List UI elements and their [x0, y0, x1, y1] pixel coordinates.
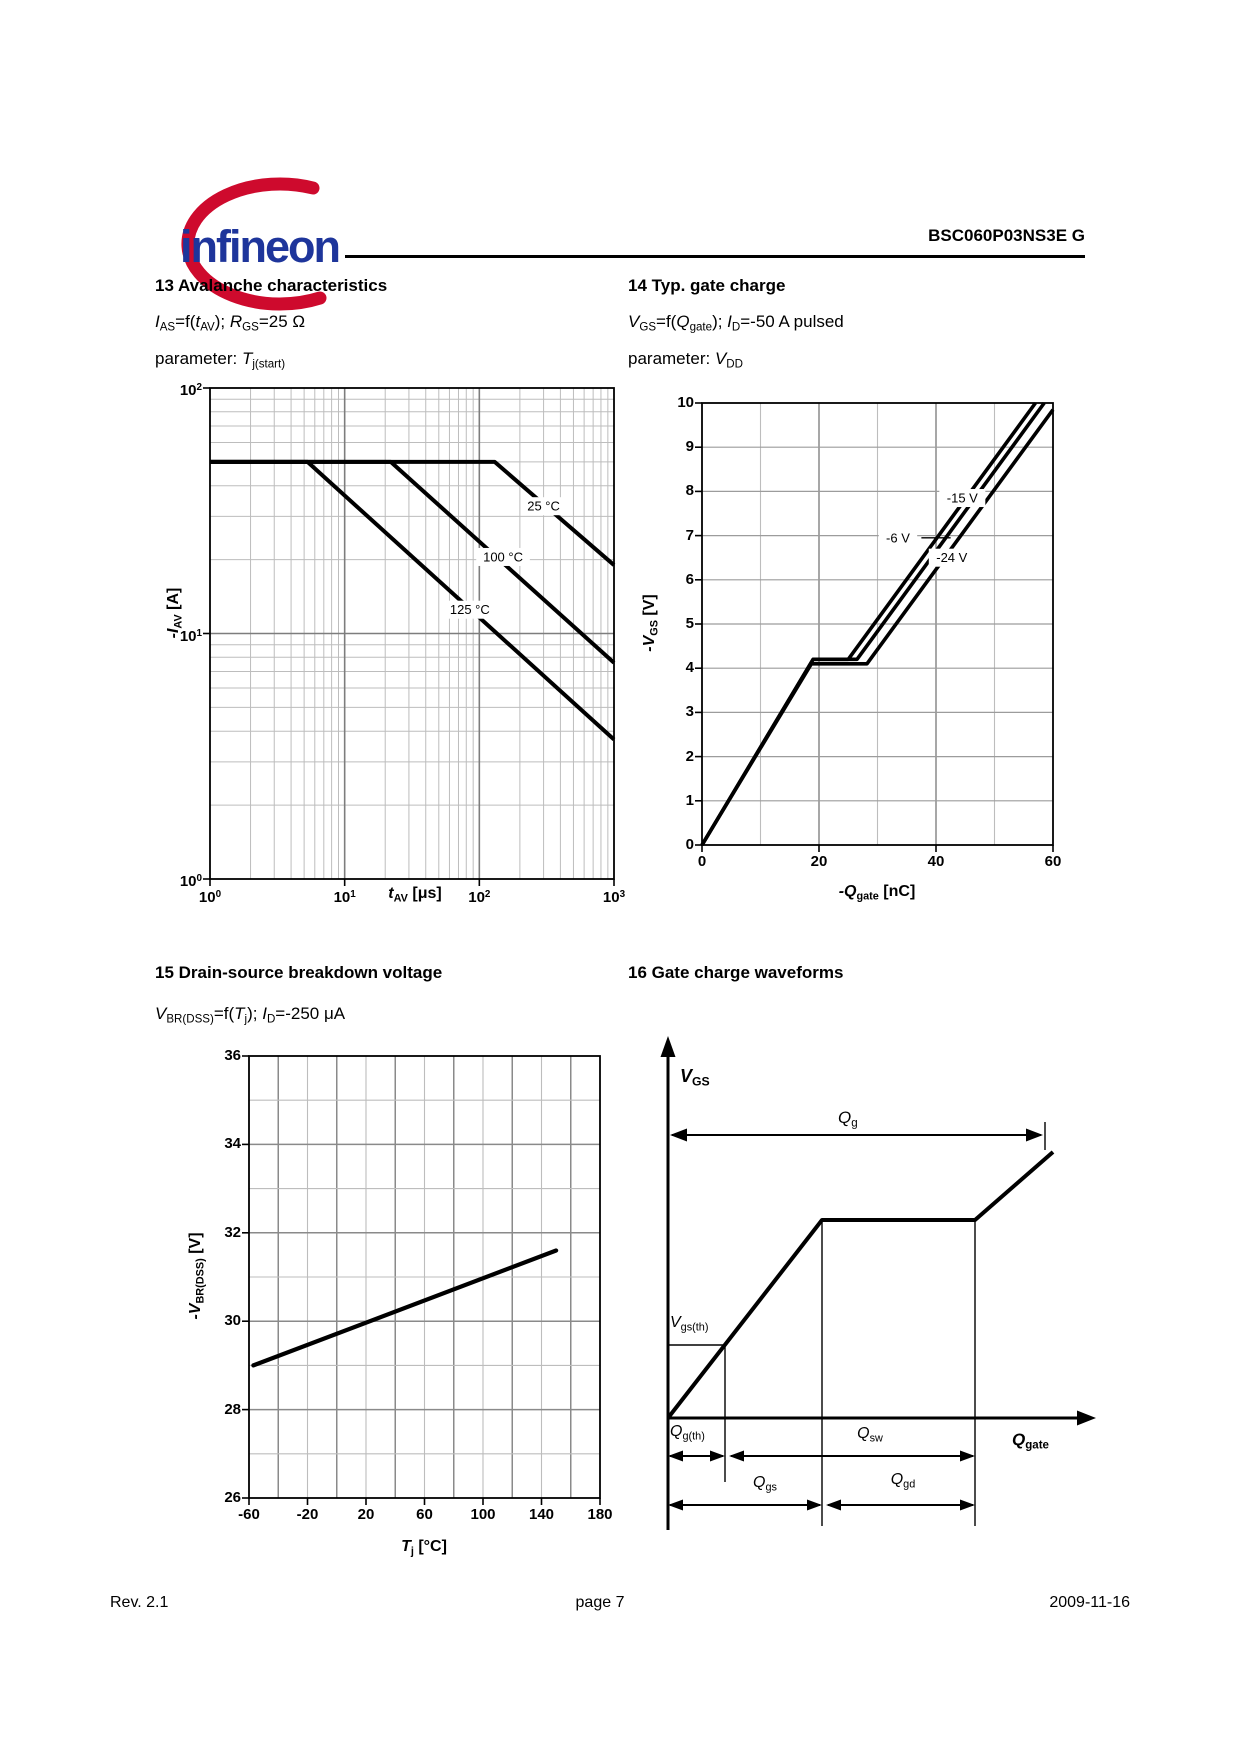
logo-text: infineon	[180, 221, 339, 272]
breakdown-voltage-chart	[160, 1040, 625, 1590]
formula-segment: GS	[242, 321, 259, 334]
tick-label: 4	[685, 659, 694, 677]
tick-label: -20	[296, 1506, 319, 1523]
formula-segment: g	[851, 1117, 858, 1130]
tick-label: 40	[927, 853, 945, 870]
section-16-heading: 16 Gate charge waveforms	[628, 963, 844, 982]
formula-segment: V	[714, 349, 727, 368]
gate-charge-chart-plot	[630, 383, 1100, 928]
section-14-parameter	[628, 349, 743, 370]
formula-segment: gs	[765, 1481, 777, 1494]
formula-segment: BR(DSS)	[166, 1013, 214, 1026]
formula-segment: [V]	[187, 1232, 204, 1259]
formula-segment: gate	[1025, 1439, 1049, 1452]
formula-segment: T	[241, 349, 253, 368]
formula-segment: Q	[676, 312, 690, 331]
formula-segment: parameter:	[155, 349, 242, 368]
diagram-qg-label	[838, 1108, 858, 1129]
arrow-head-icon	[960, 1500, 975, 1511]
avalanche-y-axis-label	[165, 533, 185, 693]
formula-segment: D	[266, 1013, 276, 1026]
formula-segment: Q	[670, 1423, 683, 1440]
gate-charge-waveform-curve	[668, 1152, 1053, 1418]
tick-label: 32	[224, 1223, 241, 1241]
diagram-qgate-label	[1012, 1430, 1049, 1451]
formula-segment: I	[262, 1004, 267, 1023]
formula-segment: I	[727, 312, 732, 331]
tick-label: $10^2$	[468, 888, 491, 906]
formula-segment: AV	[200, 321, 215, 334]
tick-label: 0	[697, 853, 707, 870]
formula-segment: R	[229, 312, 243, 331]
formula-segment: gate	[856, 890, 879, 903]
formula-segment: );	[712, 312, 728, 331]
arrow-head-icon	[670, 1129, 687, 1142]
formula-segment: AV	[393, 892, 408, 905]
tick-label: 20	[357, 1506, 375, 1523]
tick-label: $10^1$	[179, 627, 202, 645]
formula-segment: V	[155, 1004, 167, 1023]
formula-segment: );	[247, 1004, 263, 1023]
tick-label: 60	[1044, 853, 1062, 870]
formula-segment: gd	[903, 1478, 916, 1491]
vgs-axis-arrow-icon	[661, 1036, 676, 1057]
curve-label: 25 °C	[527, 498, 560, 514]
section-13-heading: 13 Avalanche characteristics	[155, 276, 388, 295]
formula-segment: Q	[753, 1474, 766, 1491]
arrow-head-icon	[807, 1500, 822, 1511]
tick-label: 60	[416, 1506, 433, 1523]
footer-page-number: page 7	[575, 1594, 625, 1611]
tick-label: 26	[224, 1489, 241, 1506]
footer-revision: Rev. 2.1	[110, 1594, 169, 1611]
formula-segment: I	[155, 312, 160, 331]
formula-segment: Q	[890, 1471, 904, 1488]
formula-segment: [V]	[641, 594, 658, 621]
section-13-condition	[155, 312, 305, 333]
section-15-heading: 15 Drain-source breakdown voltage	[155, 963, 443, 982]
formula-segment: Q	[857, 1425, 870, 1442]
tick-label: 10	[677, 394, 694, 411]
tick-label: $10^3$	[602, 888, 626, 906]
formula-segment: GS	[639, 321, 657, 334]
curve-label: -15 V	[946, 490, 978, 506]
avalanche-chart	[150, 383, 625, 928]
curve-label: -6 V	[886, 530, 910, 546]
formula-segment: =25 Ω	[258, 312, 306, 331]
tick-label: 0	[685, 836, 694, 853]
arrow-head-icon	[729, 1451, 744, 1462]
gate-charge-y-axis-label	[641, 553, 661, 693]
arrow-head-icon	[1026, 1129, 1043, 1142]
qgate-axis-arrow-icon	[1077, 1411, 1096, 1426]
formula-segment: AS	[159, 321, 176, 334]
formula-segment: gate	[689, 321, 713, 334]
formula-segment: DD	[726, 358, 743, 371]
formula-segment: T	[234, 1004, 245, 1023]
formula-segment: GS	[692, 1074, 710, 1089]
diagram-qgth-label	[670, 1423, 705, 1442]
formula-segment: BR(DSS)	[194, 1258, 207, 1304]
avalanche-chart-plot	[150, 383, 625, 928]
tick-label: 7	[685, 526, 694, 544]
series-curve	[253, 1250, 556, 1365]
tick-label: 34	[224, 1135, 241, 1153]
formula-segment: );	[214, 312, 230, 331]
formula-segment: D	[731, 321, 741, 334]
formula-segment: sw	[869, 1432, 883, 1445]
formula-segment: -Q	[838, 883, 857, 900]
section-14-heading: 14 Typ. gate charge	[628, 276, 786, 295]
gate-charge-chart	[630, 383, 1100, 928]
arrow-head-icon	[960, 1451, 975, 1462]
diagram-qgd-label	[868, 1471, 938, 1490]
tick-label: 140	[528, 1506, 555, 1523]
curve-label: 100 °C	[483, 549, 523, 565]
formula-segment: j	[244, 1013, 248, 1026]
formula-segment: =-250 μA	[275, 1004, 346, 1023]
section-14-condition	[628, 312, 844, 333]
formula-segment: j(start)	[252, 358, 286, 371]
formula-segment: T	[401, 1538, 411, 1555]
tick-label: 20	[810, 853, 828, 870]
formula-segment: =f(	[213, 1004, 235, 1023]
tick-label: 36	[224, 1047, 241, 1064]
formula-segment: V	[680, 1066, 693, 1086]
tick-label: 6	[685, 570, 694, 588]
formula-segment: [nC]	[878, 883, 916, 900]
tick-label: 3	[685, 703, 694, 721]
formula-segment: j	[410, 1545, 414, 1558]
formula-segment: -I	[165, 628, 182, 639]
tick-label: 30	[224, 1312, 241, 1330]
breakdown-y-axis-label	[187, 1191, 207, 1361]
tick-label: $10^2$	[179, 381, 202, 399]
tick-label: 8	[685, 482, 694, 500]
breakdown-x-axis-label	[354, 1538, 494, 1557]
formula-segment: t	[388, 885, 394, 902]
formula-segment: [A]	[165, 587, 182, 615]
tick-label: 28	[224, 1400, 241, 1418]
tick-label: 9	[685, 438, 694, 456]
section-13-parameter	[155, 349, 285, 370]
formula-segment: g(th)	[682, 1430, 705, 1443]
tick-label: $10^0$	[198, 888, 222, 906]
tick-label: 1	[685, 791, 694, 809]
curve-label: 125 °C	[449, 602, 490, 618]
formula-segment: [μs]	[407, 885, 442, 902]
tick-label: 5	[685, 615, 694, 632]
formula-segment: =f(	[175, 312, 196, 331]
formula-segment: =-50 A pulsed	[740, 312, 844, 331]
formula-segment: Q	[1012, 1430, 1026, 1449]
arrow-head-icon	[668, 1500, 683, 1511]
formula-segment: [°C]	[413, 1538, 447, 1555]
formula-segment: -V	[187, 1303, 204, 1320]
series-curve	[210, 462, 614, 663]
tick-label: -60	[238, 1506, 260, 1523]
formula-segment: V	[628, 312, 640, 331]
arrow-head-icon	[826, 1500, 841, 1511]
formula-segment: GS	[648, 620, 661, 636]
formula-segment: =f(	[656, 312, 677, 331]
diagram-qsw-label	[835, 1425, 905, 1444]
footer-date: 2009-11-16	[1049, 1594, 1130, 1611]
section-15-condition	[155, 1004, 345, 1025]
formula-segment: gs(th)	[680, 1321, 709, 1334]
diagram-vgs-label	[680, 1066, 710, 1089]
arrow-head-icon	[710, 1451, 725, 1462]
gate-charge-x-axis-label	[802, 883, 952, 902]
formula-segment: parameter:	[628, 349, 715, 368]
formula-segment: Q	[838, 1108, 852, 1127]
formula-segment: t	[195, 312, 201, 331]
diagram-vgsth-label	[670, 1314, 708, 1333]
diagram-qgs-label	[730, 1474, 800, 1493]
part-number: BSC060P03NS3E G	[928, 226, 1085, 245]
tick-label: 2	[685, 747, 694, 765]
tick-label: 100	[470, 1506, 496, 1523]
tick-label: $10^1$	[333, 888, 356, 906]
formula-segment: -V	[641, 635, 658, 652]
tick-label: 180	[587, 1506, 613, 1523]
gate-charge-waveform-diagram	[640, 1030, 1120, 1560]
formula-segment: V	[670, 1314, 681, 1331]
curve-label: -24 V	[936, 550, 968, 566]
infineon-logo	[150, 166, 350, 334]
header-rule	[345, 255, 1085, 258]
formula-segment: AV	[172, 614, 185, 629]
arrow-head-icon	[668, 1451, 683, 1462]
tick-label: $10^0$	[179, 872, 202, 890]
